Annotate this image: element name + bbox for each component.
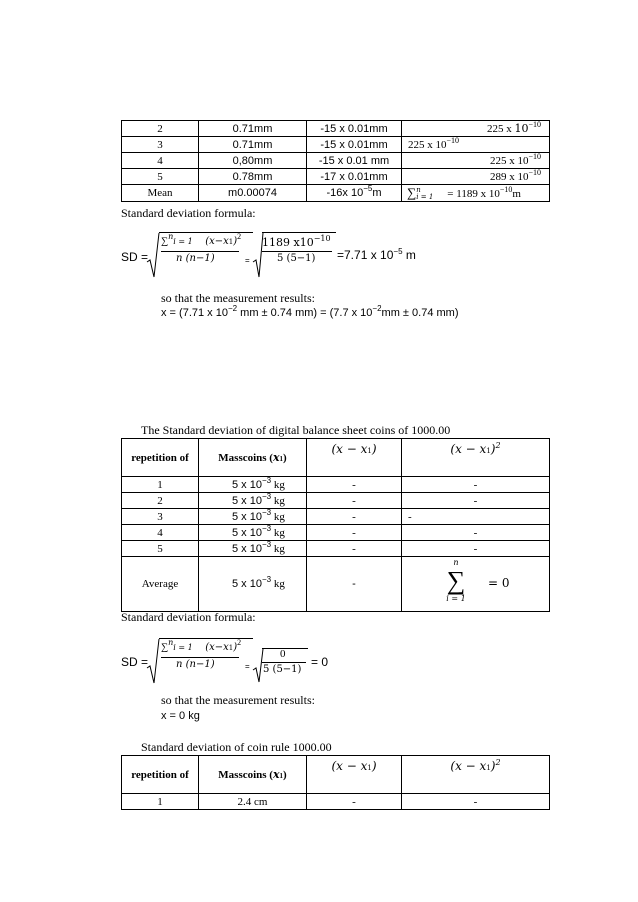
header-repetition: repetition of — [122, 439, 199, 477]
sd2-num2: 0 — [280, 648, 286, 660]
header-deviation — [307, 439, 402, 477]
mass-unit: kg — [271, 542, 285, 555]
num-pow: 2 — [237, 638, 242, 647]
table-row — [122, 541, 550, 557]
sum-cell — [402, 185, 550, 202]
square-cell — [402, 153, 550, 169]
square-base: 10 — [517, 170, 529, 183]
sd1-result — [337, 248, 416, 262]
sd-heading-2: Standard deviation formula: — [121, 610, 256, 624]
table-row-mean — [122, 185, 550, 202]
h-mass-close: ) — [283, 769, 287, 781]
mass-unit: kg — [271, 478, 285, 491]
measurement-table — [121, 120, 550, 202]
avg-dev: - — [307, 557, 402, 612]
h-dev-text: (x − x — [331, 442, 368, 456]
avg-sum-cell — [402, 557, 550, 612]
table-row — [122, 509, 550, 525]
num2-exp: −10 — [313, 234, 331, 243]
sum-unit: m — [512, 188, 521, 200]
header-masscoins — [199, 756, 307, 794]
num2-base: 1189 x10 — [262, 236, 314, 249]
square-cell — [402, 121, 550, 137]
rep-cell: 5 — [122, 169, 199, 185]
sq-cell: - — [402, 477, 550, 493]
mass-base: 5 x 10 — [232, 542, 262, 555]
h-mass-idx: 1 — [279, 772, 284, 780]
avg-sum-top: n — [453, 558, 459, 567]
dev-cell: - — [307, 794, 402, 810]
rep-cell: 4 — [122, 153, 199, 169]
mass-base: 5 x 10 — [232, 494, 262, 507]
result-exp: −5 — [393, 247, 403, 256]
mass-cell — [199, 509, 307, 525]
rep-cell: 4 — [122, 525, 199, 541]
frac-line-4 — [262, 662, 306, 663]
eq-sign-2: = — [245, 662, 250, 671]
sd2-den2: 5 (5−1) — [263, 664, 302, 675]
table-row — [122, 525, 550, 541]
h-sq-text: (x − x — [450, 442, 487, 456]
square-base: 10 — [435, 138, 447, 151]
result-unit: m — [402, 248, 416, 262]
sd1-numerator — [161, 232, 242, 247]
mean-deviation — [307, 185, 402, 202]
table-row — [122, 153, 550, 169]
dev-cell: - — [307, 525, 402, 541]
x-result-1 — [161, 304, 459, 319]
table-row — [122, 137, 550, 153]
square-base: 10 — [517, 154, 529, 167]
mass-cell — [199, 493, 307, 509]
mass-unit: kg — [271, 510, 285, 523]
so-text-2: so that the measurement results: — [161, 693, 315, 707]
avg-mass-exp: −3 — [261, 575, 272, 584]
avg-sum-bottom: i = 1 — [446, 594, 466, 603]
coin-rule-table — [121, 755, 550, 810]
h-mass-close: ) — [283, 452, 287, 464]
table-header-row — [122, 756, 550, 794]
h-sq-pow: 2 — [495, 441, 501, 450]
x-part-1: x = (7.71 x 10 — [161, 307, 228, 319]
table-2-container — [121, 438, 550, 612]
h-sq-pow: 2 — [495, 758, 501, 767]
mean-label: Mean — [122, 185, 199, 202]
sum-upper: n — [168, 232, 174, 241]
h-mass-idx: 1 — [279, 455, 284, 463]
mean-dev-base: -16x 10 — [326, 187, 364, 200]
square-cell — [402, 169, 550, 185]
rep-cell: 3 — [122, 137, 199, 153]
x-result-2: x = 0 kg — [161, 710, 200, 722]
square-exp: −10 — [528, 120, 541, 129]
sq-cell: - — [402, 525, 550, 541]
mean-dev-unit: m — [372, 187, 382, 200]
rep-cell: 1 — [122, 477, 199, 493]
square-coef: 225 x — [486, 123, 515, 135]
h-dev-close: ) — [371, 759, 377, 773]
dev-cell: - — [307, 541, 402, 557]
value-cell: 0.78mm — [199, 169, 307, 185]
sum-equals: = 1189 x — [447, 188, 489, 200]
x-exp-1: −2 — [227, 304, 238, 313]
frac-line-3 — [161, 657, 239, 658]
h-sq-close: ) — [490, 759, 496, 773]
avg-sum-equals: = 0 — [488, 576, 510, 590]
h-mass-var: x — [272, 768, 280, 781]
avg-sum-symbol: ∑ — [446, 566, 466, 595]
rep-cell: 5 — [122, 541, 199, 557]
mass-cell: 2.4 cm — [199, 794, 307, 810]
num-close: ) — [233, 236, 238, 247]
sum-symbol: ∑ — [161, 236, 169, 247]
h-sq-text: (x − x — [450, 759, 487, 773]
num-idx: 1 — [228, 644, 234, 652]
mass-exp: −3 — [261, 492, 272, 501]
frac-line-1 — [161, 251, 239, 252]
num-pow: 2 — [237, 232, 242, 241]
h-dev-close: ) — [371, 442, 377, 456]
mass-exp: −3 — [261, 508, 272, 517]
sum-upper: n — [416, 186, 421, 195]
mass-base: 5 x 10 — [232, 526, 262, 539]
mean-value: m0.00074 — [199, 185, 307, 202]
mass-cell — [199, 525, 307, 541]
h-mass-var: x — [272, 451, 280, 464]
eq-sign-1: = — [245, 256, 250, 265]
square-base: 10 — [514, 122, 529, 135]
table-header-row — [122, 439, 550, 477]
dev-cell: - — [307, 493, 402, 509]
sd2-denominator: n (n−1) — [176, 659, 215, 670]
sd2-result: = 0 — [311, 655, 329, 669]
h-mass-text: Masscoins ( — [218, 452, 273, 464]
sum-limits — [416, 187, 433, 201]
table-row-average — [122, 557, 550, 612]
table-1-container — [121, 120, 550, 202]
h-sq-idx: 1 — [486, 447, 491, 455]
sd1-num2 — [262, 236, 331, 249]
sum-symbol: ∑ — [161, 642, 169, 653]
deviation-cell: -17 x 0.01mm — [307, 169, 402, 185]
mass-base: 5 x 10 — [232, 510, 262, 523]
mass-cell — [199, 477, 307, 493]
x-exp-2: −2 — [372, 304, 382, 313]
num-expr: (x−x — [205, 642, 229, 653]
deviation-cell: -15 x 0.01mm — [307, 121, 402, 137]
sd1-den2: 5 (5−1) — [277, 253, 316, 264]
sqrt-bar-2 — [262, 232, 336, 233]
sq-cell: - — [402, 509, 550, 525]
sum-symbol: ∑ — [407, 185, 417, 200]
avg-sum-stack — [446, 559, 466, 603]
sd-label-1: SD = — [121, 250, 149, 264]
avg-label: Average — [122, 557, 199, 612]
rep-cell: 1 — [122, 794, 199, 810]
sqrt-symbol-3 — [146, 638, 160, 686]
h-mass-text: Masscoins ( — [218, 769, 273, 781]
result-base: =7.71 x 10 — [337, 248, 394, 262]
table2-caption: The Standard deviation of digital balance sheet coins of 1000.00 — [141, 423, 451, 437]
sum-lower: i = 1 — [173, 643, 193, 652]
dev-cell: - — [307, 477, 402, 493]
mass-exp: −3 — [261, 540, 272, 549]
mass-unit: kg — [271, 494, 285, 507]
header-masscoins — [199, 439, 307, 477]
header-squared — [402, 439, 550, 477]
mass-unit: kg — [271, 526, 285, 539]
mass-base: 5 x 10 — [232, 478, 262, 491]
header-repetition: repetition of — [122, 756, 199, 794]
table-row — [122, 121, 550, 137]
sqrt-symbol-1 — [146, 232, 160, 280]
frac-line-2 — [262, 251, 332, 252]
so-text-1: so that the measurement results: — [161, 291, 315, 305]
mean-dev-exp: −5 — [363, 184, 373, 194]
mass-exp: −3 — [261, 524, 272, 533]
header-deviation — [307, 756, 402, 794]
table-row — [122, 477, 550, 493]
deviation-cell: -15 x 0.01 mm — [307, 153, 402, 169]
square-coef: 289 x — [489, 170, 518, 183]
h-dev-idx: 1 — [367, 447, 372, 455]
avg-mass-unit: kg — [271, 578, 285, 590]
sd2-numerator — [161, 638, 242, 653]
table3-caption: Standard deviation of coin rule 1000.00 — [141, 740, 332, 754]
mass-cell — [199, 541, 307, 557]
rep-cell: 2 — [122, 121, 199, 137]
digital-balance-table — [121, 438, 550, 612]
dev-cell: - — [307, 509, 402, 525]
h-dev-text: (x − x — [331, 759, 368, 773]
square-exp: −10 — [528, 152, 541, 161]
table-3-container — [121, 755, 550, 810]
sum-lower: i = 1 — [173, 237, 193, 246]
table-row — [122, 169, 550, 185]
square-exp: −10 — [446, 136, 460, 145]
rep-cell: 2 — [122, 493, 199, 509]
sum-lower: i = 1 — [416, 193, 434, 202]
sq-cell: - — [402, 541, 550, 557]
avg-mass — [199, 557, 307, 612]
num-idx: 1 — [228, 238, 234, 246]
deviation-cell: -15 x 0.01mm — [307, 137, 402, 153]
table-row — [122, 493, 550, 509]
square-cell — [402, 137, 550, 153]
square-coef: 225 x — [489, 154, 518, 167]
sd-heading-1: Standard deviation formula: — [121, 206, 256, 220]
h-sq-idx: 1 — [486, 764, 491, 772]
square-coef: 225 x — [408, 138, 436, 151]
sum-upper: n — [168, 638, 174, 647]
h-sq-close: ) — [490, 442, 496, 456]
x-part-3: mm ± 0.74 mm) — [381, 307, 459, 319]
table-row — [122, 794, 550, 810]
header-squared — [402, 756, 550, 794]
sq-cell: - — [402, 493, 550, 509]
h-dev-idx: 1 — [367, 764, 372, 772]
square-exp: −10 — [528, 168, 541, 177]
x-part-2: mm ± 0.74 mm) = (7.7 x 10 — [237, 307, 373, 319]
sq-cell: - — [402, 794, 550, 810]
sum-exp: −10 — [499, 185, 513, 194]
num-close: ) — [233, 642, 238, 653]
sd1-denominator: n (n−1) — [176, 253, 215, 264]
value-cell: 0.71mm — [199, 121, 307, 137]
value-cell: 0,80mm — [199, 153, 307, 169]
rep-cell: 3 — [122, 509, 199, 525]
num-expr: (x−x — [205, 236, 229, 247]
sd-label-2: SD = — [121, 655, 149, 669]
value-cell: 0.71mm — [199, 137, 307, 153]
sum-base: 10 — [488, 188, 500, 200]
mass-exp: −3 — [261, 476, 272, 485]
avg-mass-base: 5 x 10 — [232, 578, 262, 590]
